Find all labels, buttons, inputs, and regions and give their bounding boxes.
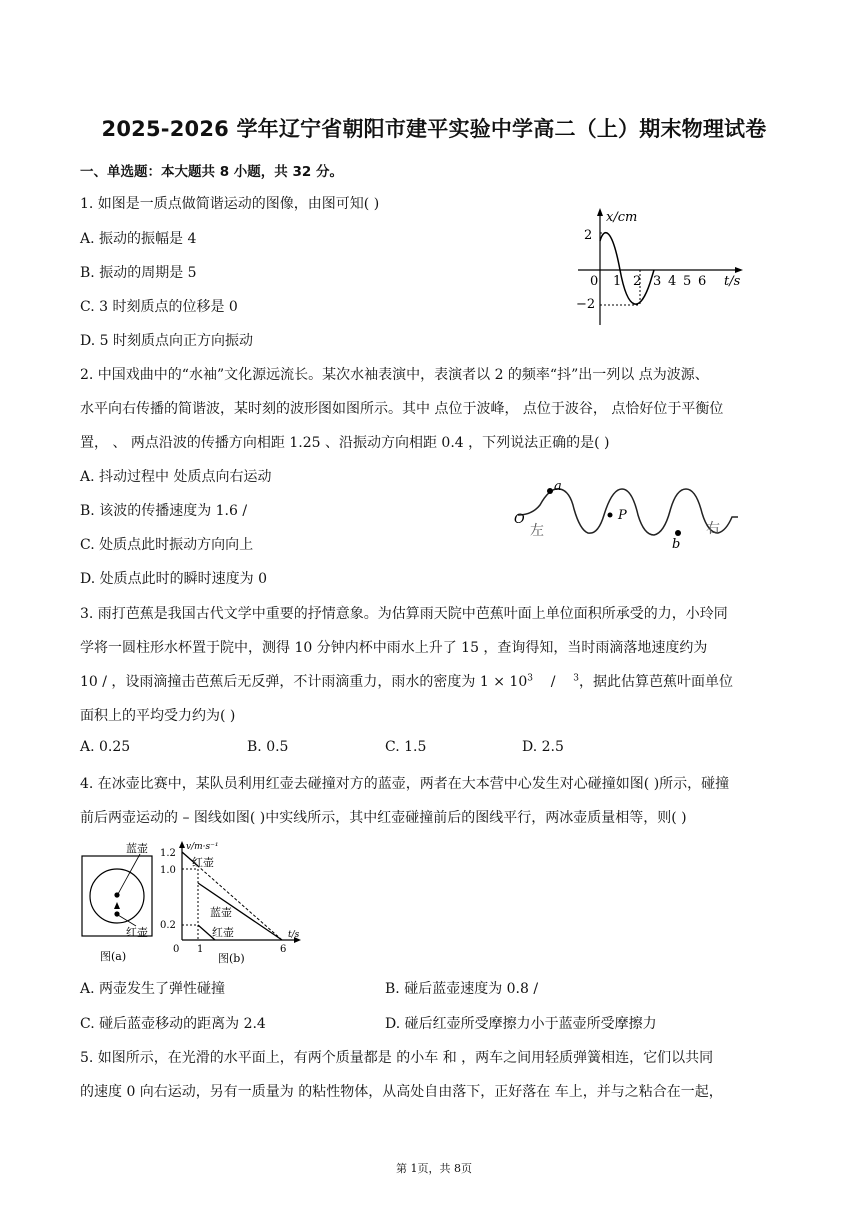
q1-fig-ypos: 2 — [584, 228, 593, 243]
q4-line2: 前后两壶运动的 – 图线如图( )中实线所示，其中红壶碰撞前后的图线平行，两冰壶质量相等，则( ) — [80, 810, 687, 826]
q3-option-c: C. 1.5 — [385, 739, 427, 755]
q2-fig-left-label: 左 — [530, 523, 544, 539]
q4-figure-a — [80, 840, 175, 968]
q3-exp1: 3 — [527, 673, 533, 684]
q2-fig-b-label: b — [672, 537, 681, 552]
q3-option-b: B. 0.5 — [247, 739, 289, 755]
q2-line1: 2. 中国戏曲中的“水袖”文化源远流长。某次水袖表演中，表演者以 2 的频率“抖”出一列以 点为波源、 — [80, 367, 709, 383]
q3-line3-part1: 10 / ，设雨滴撞击芭蕉后无反弹，不计雨滴重力，雨水的密度为 1 × 10 — [80, 674, 528, 690]
q4-option-c: C. 碰后蓝壶移动的距离为 2.4 — [80, 1016, 266, 1032]
q2-fig-right-label: 右 — [706, 521, 720, 537]
q1-figure — [570, 205, 750, 335]
q1-option-d: D. 5 时刻质点向正方向振动 — [80, 333, 253, 349]
q4-option-a: A. 两壶发生了弹性碰撞 — [80, 981, 226, 997]
q4-figb-red-top: 红壶 — [192, 856, 214, 869]
q2-option-d: D. 处质点此时的瞬时速度为 0 — [80, 571, 267, 587]
q2-option-b: B. 该波的传播速度为 1.6 / — [80, 503, 248, 519]
page-title: 2025-2026 学年辽宁省朝阳市建平实验中学高二（上）期末物理试卷 — [101, 117, 767, 141]
q3-line4: 面积上的平均受力约为( ) — [80, 708, 236, 724]
q4-figb-xlabel: t/s — [288, 930, 300, 940]
page-footer: 第 1页，共 8页 — [396, 1162, 472, 1175]
q1-option-b: B. 振动的周期是 5 — [80, 265, 197, 281]
q1-fig-tick6: 6 — [698, 274, 707, 289]
section-heading: 一、单选题：本大题共 8 小题，共 32 分。 — [80, 164, 343, 180]
q2-line3: 置， 、 两点沿波的传播方向相距 1.25 、沿振动方向相距 0.4 ，下列说法正确的是( ) — [80, 435, 610, 451]
q1-fig-tick2: 2 — [633, 274, 642, 289]
q2-line2: 水平向右传播的简谐波，某时刻的波形图如图所示。其中 点位于波峰， 点位于波谷， 点恰好位于平衡位 — [80, 401, 724, 417]
q1-fig-tick3: 3 — [653, 274, 662, 289]
q4-figb-x1: 1 — [197, 944, 204, 955]
q1-option-a: A. 振动的振幅是 4 — [80, 231, 197, 247]
q3-option-d: D. 2.5 — [522, 739, 564, 755]
q1-fig-tick5: 5 — [683, 274, 692, 289]
q4-figb-y02: 0.2 — [160, 920, 176, 931]
q5-line2: 的速度 0 向右运动，另有一质量为 的粘性物体，从高处自由落下，正好落在 车上，并与之粘合在一起， — [80, 1084, 723, 1100]
q2-option-a: A. 抖动过程中 处质点向右运动 — [80, 469, 272, 485]
q2-fig-a-label: a — [554, 479, 562, 494]
q1-fig-tick1: 1 — [613, 274, 622, 289]
q4-figa-red-label: 红壶 — [126, 926, 148, 939]
q3-line3-part2: / — [532, 674, 574, 690]
q5-line1: 5. 如图所示，在光滑的水平面上，有两个质量都是 的小车 和 ，两车之间用轻质弹簧相连，它们以共同 — [80, 1050, 714, 1066]
q2-option-c: C. 处质点此时振动方向向上 — [80, 537, 254, 553]
q4-option-b: B. 碰后蓝壶速度为 0.8 / — [385, 981, 539, 997]
q4-figb-x0: 0 — [173, 944, 180, 955]
q3-line3-part3: ，据此估算芭蕉叶面单位 — [579, 674, 734, 690]
q1-stem: 1. 如图是一质点做简谐运动的图像，由图可知( ) — [80, 196, 380, 212]
q2-fig-o-label: O — [514, 512, 525, 527]
q3-option-a: A. 0.25 — [80, 739, 131, 755]
q1-fig-origin: 0 — [590, 274, 599, 289]
q4-figb-blue-label: 蓝壶 — [210, 906, 232, 919]
q4-figb-red-bottom: 红壶 — [212, 926, 234, 939]
q4-figb-ylabel: v/m·s⁻¹ — [186, 842, 219, 852]
q1-option-c: C. 3 时刻质点的位移是 0 — [80, 299, 238, 315]
q2-wave-figure — [510, 475, 745, 550]
q1-fig-ylabel: x/cm — [606, 210, 638, 225]
q3-line3 — [80, 671, 733, 691]
q3-exp2: 3 — [573, 673, 580, 684]
q4-figa-caption: 图(a) — [100, 950, 127, 963]
q1-fig-xlabel: t/s — [724, 274, 741, 289]
q4-figure-b — [160, 838, 310, 968]
q4-figb-caption: 图(b) — [218, 952, 245, 965]
q4-figb-y12: 1.2 — [160, 848, 176, 859]
q4-figa-blue-label: 蓝壶 — [126, 842, 148, 855]
q3-line1: 3. 雨打芭蕉是我国古代文学中重要的抒情意象。为估算雨天院中芭蕉叶面上单位面积所承受的力，小玲同 — [80, 606, 728, 622]
q1-fig-tick4: 4 — [668, 274, 677, 289]
q4-figb-x6: 6 — [280, 944, 287, 955]
q4-figb-y10: 1.0 — [160, 865, 176, 876]
q4-line1: 4. 在冰壶比赛中，某队员利用红壶去碰撞对方的蓝壶，两者在大本营中心发生对心碰撞如图( )所示，碰撞 — [80, 776, 730, 792]
q2-fig-p-label: P — [618, 508, 627, 523]
q3-line2: 学将一圆柱形水杯置于院中，测得 10 分钟内杯中雨水上升了 15 ，查询得知，当时雨滴落地速度约为 — [80, 640, 708, 656]
q1-fig-yneg: −2 — [576, 297, 596, 312]
q4-option-d: D. 碰后红壶所受摩擦力小于蓝壶所受摩擦力 — [385, 1016, 657, 1032]
